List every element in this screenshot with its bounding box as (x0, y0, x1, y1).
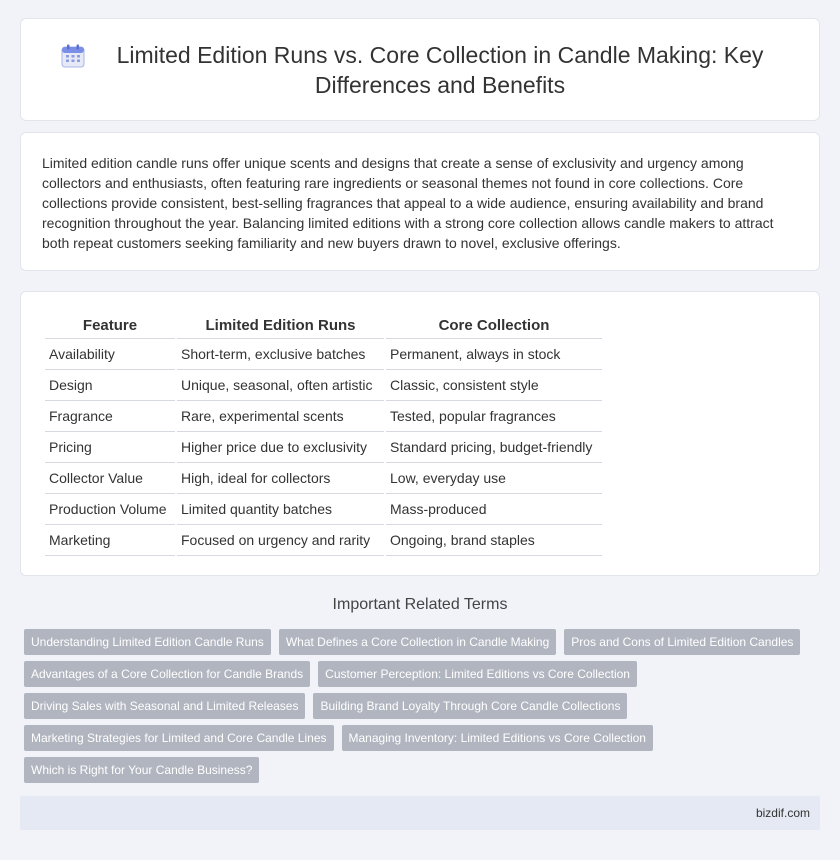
calendar-icon (60, 43, 86, 69)
table-row (45, 494, 602, 525)
table-row (45, 339, 602, 370)
cell-limited: Unique, seasonal, often artistic (177, 370, 384, 401)
related-term-link[interactable]: Marketing Strategies for Limited and Core Candle Lines (24, 725, 334, 751)
cell-limited: Short-term, exclusive batches (177, 339, 384, 370)
cell-core: Low, everyday use (386, 463, 602, 494)
related-term-link[interactable]: Customer Perception: Limited Editions vs Core Collection (318, 661, 637, 687)
intro-text: Limited edition candle runs offer unique scents and designs that create a sense of exclusivity and urgency among collectors and enthusiasts, often featuring rare ingredients or seasonal themes not found in core collections. Core collections provide consistent, best-selling fragrances that appeal to a wide audience, ensuring availability and brand recognition throughout the year. Balancing limited editions with a strong core collection allows candle makers to attract both repeat customers seeking familiarity and new buyers drawn to novel, exclusive offerings. (42, 155, 774, 251)
table-row (45, 463, 602, 494)
cell-feature: Marketing (45, 525, 175, 556)
table-row (45, 370, 602, 401)
header-limited: Limited Edition Runs (177, 314, 384, 339)
header-card (20, 18, 820, 121)
cell-feature: Availability (45, 339, 175, 370)
cell-limited: High, ideal for collectors (177, 463, 384, 494)
related-term-link[interactable]: Understanding Limited Edition Candle Runs (24, 629, 271, 655)
table-row (45, 432, 602, 463)
cell-feature: Collector Value (45, 463, 175, 494)
cell-core: Permanent, always in stock (386, 339, 602, 370)
header-core: Core Collection (386, 314, 602, 339)
cell-core: Mass-produced (386, 494, 602, 525)
related-term-link[interactable]: Managing Inventory: Limited Editions vs Core Collection (342, 725, 653, 751)
related-term-link[interactable]: Driving Sales with Seasonal and Limited Releases (24, 693, 305, 719)
cell-limited: Focused on urgency and rarity (177, 525, 384, 556)
table-row (45, 401, 602, 432)
header-feature: Feature (45, 314, 175, 339)
related-terms-list (24, 629, 824, 783)
related-term-link[interactable]: What Defines a Core Collection in Candle Making (279, 629, 556, 655)
cell-limited: Limited quantity batches (177, 494, 384, 525)
cell-feature: Production Volume (45, 494, 175, 525)
related-term-link[interactable]: Which is Right for Your Candle Business? (24, 757, 259, 783)
cell-feature: Pricing (45, 432, 175, 463)
cell-limited: Rare, experimental scents (177, 401, 384, 432)
cell-core: Tested, popular fragrances (386, 401, 602, 432)
cell-feature: Fragrance (45, 401, 175, 432)
related-term-link[interactable]: Building Brand Loyalty Through Core Candle Collections (313, 693, 627, 719)
table-header-row (45, 314, 602, 339)
cell-core: Ongoing, brand staples (386, 525, 602, 556)
table-row (45, 525, 602, 556)
comparison-table (43, 314, 604, 556)
cell-core: Standard pricing, budget-friendly (386, 432, 602, 463)
cell-limited: Higher price due to exclusivity (177, 432, 384, 463)
cell-feature: Design (45, 370, 175, 401)
related-term-link[interactable]: Pros and Cons of Limited Edition Candles (564, 629, 800, 655)
related-terms-title: Important Related Terms (332, 596, 508, 613)
related-term-link[interactable]: Advantages of a Core Collection for Candle Brands (24, 661, 310, 687)
footer-site-name[interactable]: bizdif.com (755, 806, 810, 820)
cell-core: Classic, consistent style (386, 370, 602, 401)
intro-card (20, 132, 820, 271)
footer (20, 796, 820, 830)
page-title: Limited Edition Runs vs. Core Collection in Candle Making: Key Differences and Benefits (116, 41, 764, 98)
comparison-card (20, 291, 820, 576)
